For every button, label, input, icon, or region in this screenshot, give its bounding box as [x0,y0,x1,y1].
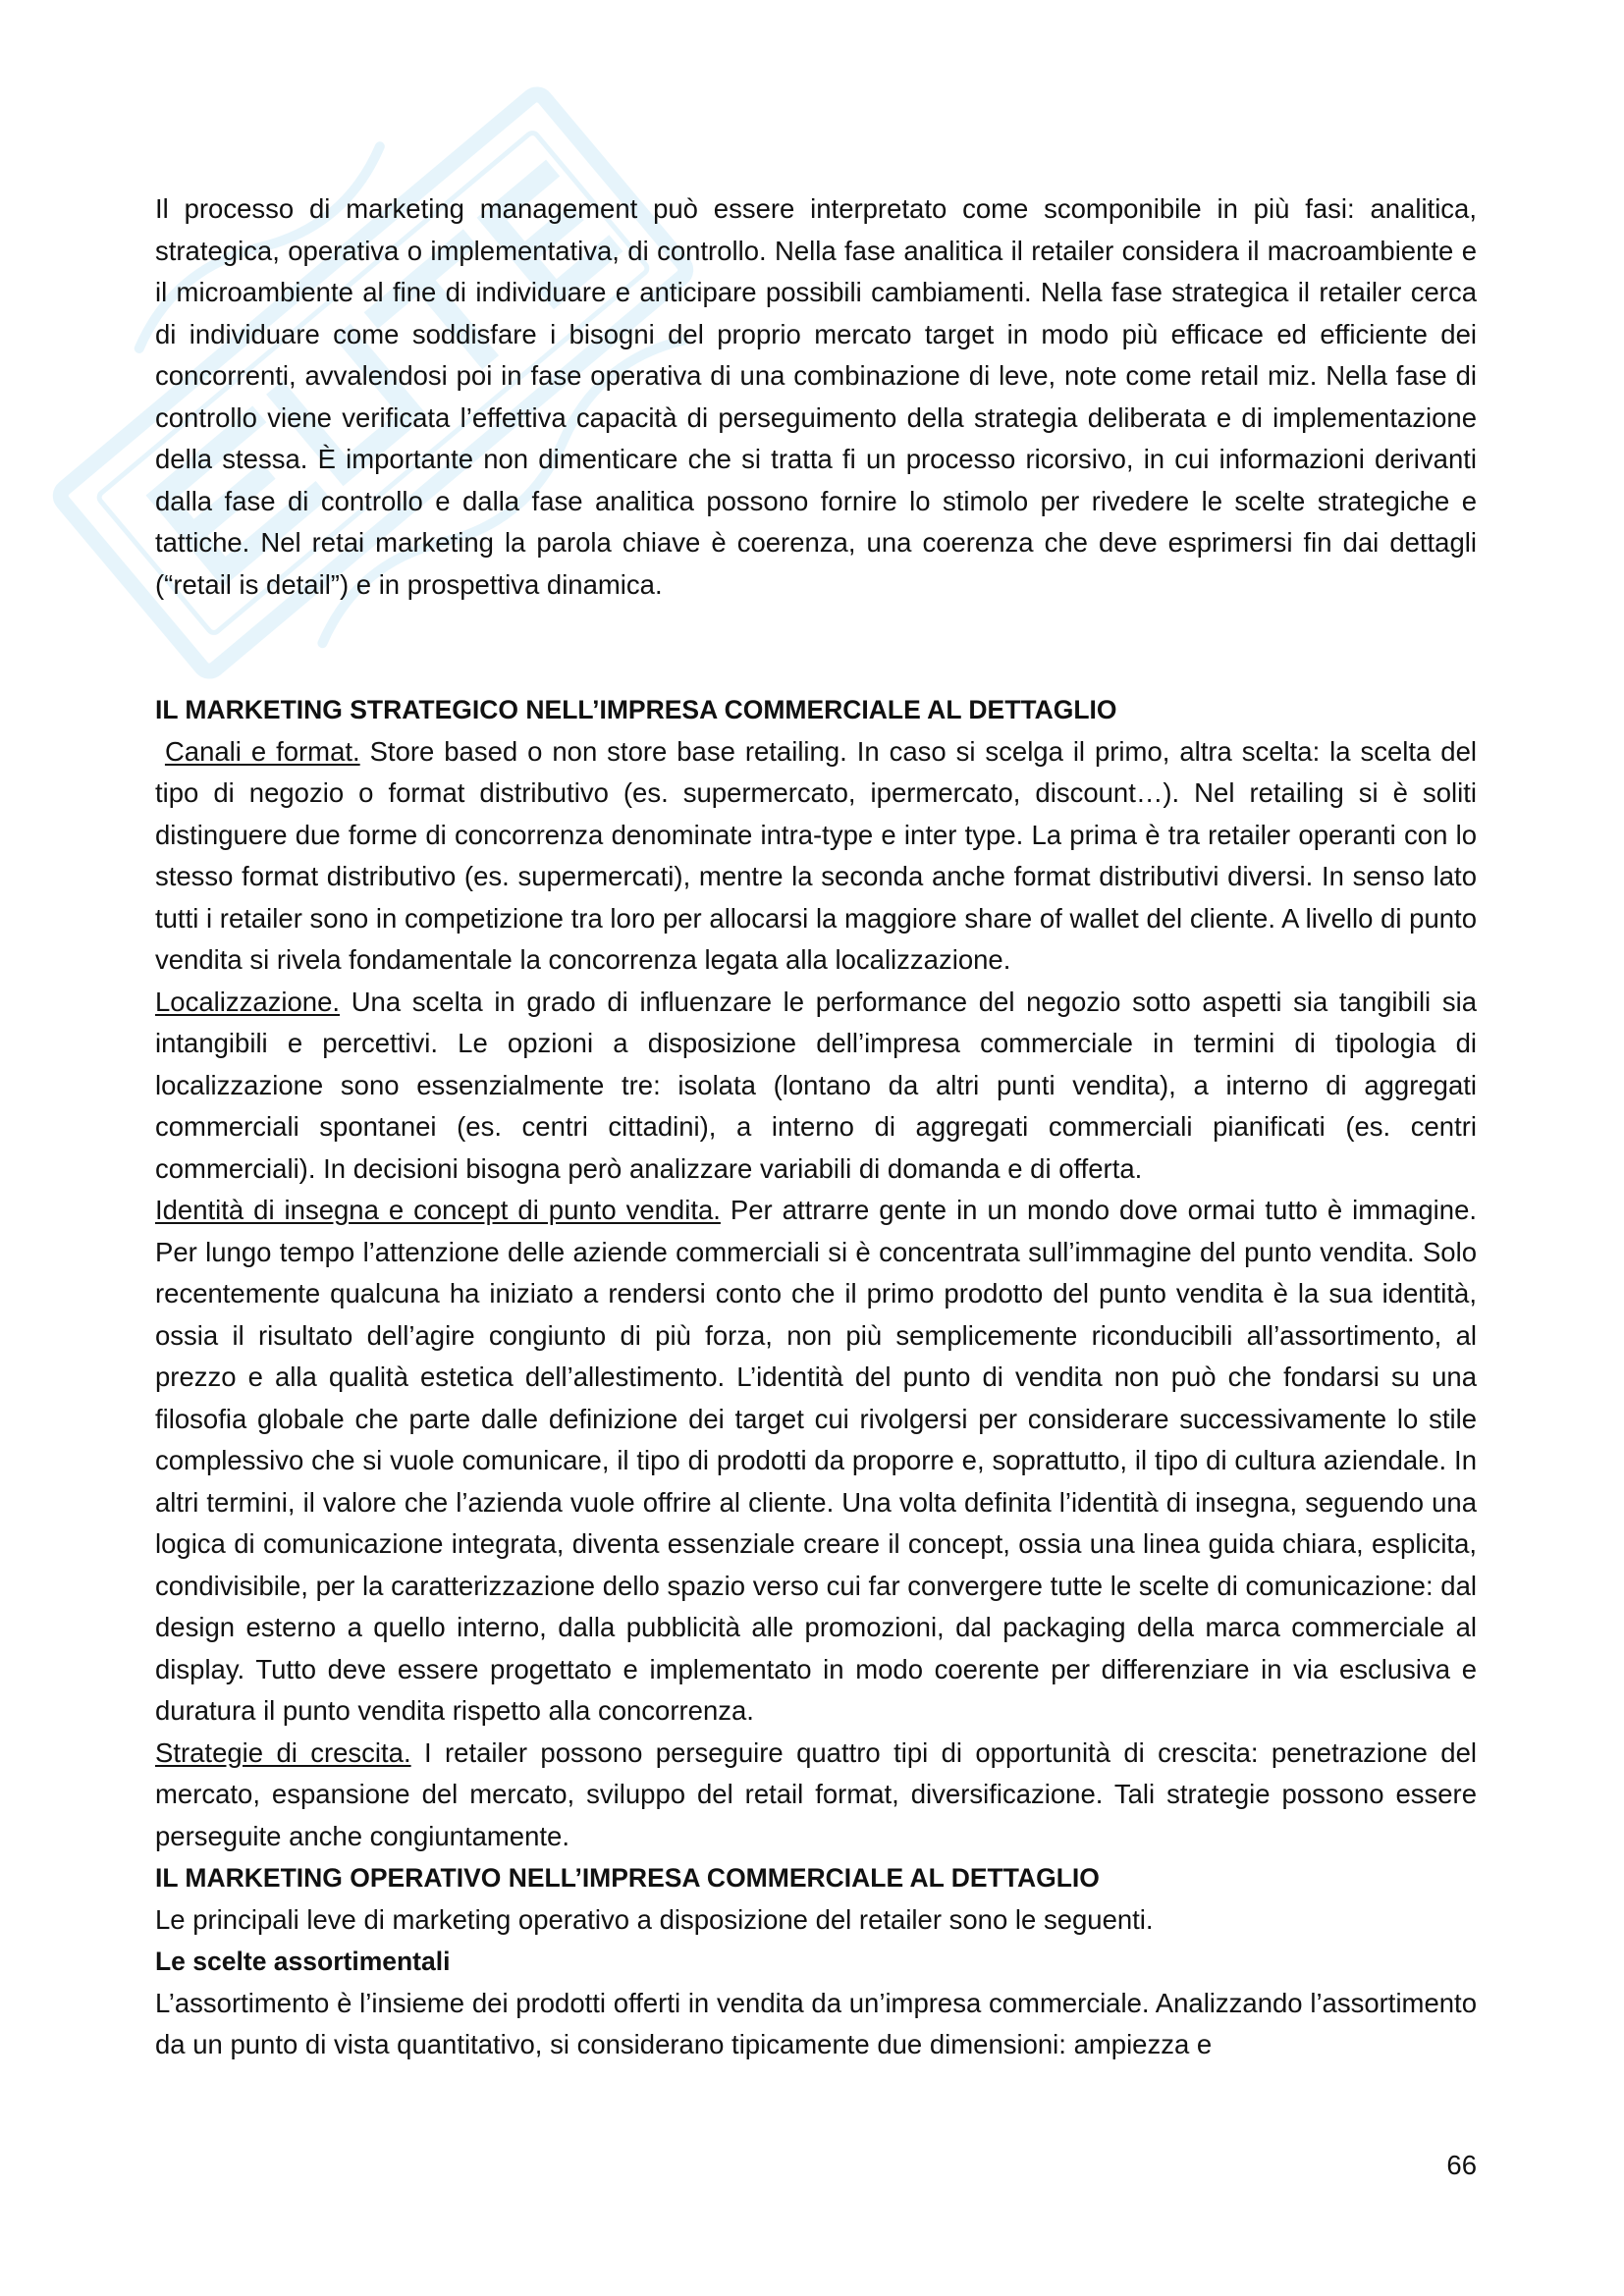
strategie-title: Strategie di crescita. [155,1736,411,1768]
section-spacer [155,606,1477,689]
identita-paragraph [155,1190,1477,1733]
page-number: 66 [1446,2150,1477,2180]
canali-text: Store based o non store base retailing. In caso si scelga il primo, altra scelta: la scelta del tipo di negozio o format distributivo (es. supermercato, ipermercato, discount…). Nel retailing si è soliti distinguere due forme di concorrenza denominate intra-type e inter type. La prima è tra retailer operanti con lo stesso format distributivo (es. supermercati), mentre la seconda anche format distributivi diversi. In senso lato tutti i retailer sono in competizione tra loro per allocarsi la maggiore share of wallet del cliente. A livello di punto vendita si rivela fondamentale la concorrenza legata alla localizzazione. [155,735,1477,975]
heading-marketing-operativo: IL MARKETING OPERATIVO NELL’IMPRESA COMMERCIALE AL DETTAGLIO [155,1863,1100,1893]
identita-text: Per attrarre gente in un mondo dove ormai tutto è immagine. Per lungo tempo l’attenzione delle aziende commerciali si è concentrata sull’immagine del punto vendita. Solo recentemente qualcuna ha iniziato a rendersi conto che il primo prodotto del punto vendita è la sua identità, ossia il risultato dell’agire congiunto di più forza, non più semplicemente riconducibili all’assortimento, al prezzo e alla qualità estetica dell’allestimento. L’identità del punto di vendita non può che fondarsi su una filosofia globale che parte dalle definizione dei target cui rivolgersi per considerare successivamente lo stile complessivo che si vuole comunicare, il tipo di prodotti da proporre e, soprattutto, il tipo di cultura aziendale. In altri termini, il valore che l’azienda vuole offrire al cliente. Una volta definita l’identità di insegna, seguendo una logica di comunicazione integrata, diventa essenziale creare il concept, ossia una linea guida chiara, esplicita, condivisibile, per la caratterizzazione dello spazio verso cui far convergere tutte le scelte di comunicazione: dal design esterno a quello interno, dalla pubblicità alle promozioni, dal packaging della marca commerciale al display. Tutto deve essere progettato e implementato in modo coerente per differenziare in via esclusiva e duratura il punto vendita rispetto alla concorrenza. [155,1195,1478,1726]
strategie-text: I retailer possono perseguire quattro tipi di opportunità di crescita: penetrazione del mercato, espansione del mercato, sviluppo del retail format, diversificazione. Tali strategie possono essere perseguite anche congiuntamente. [155,1736,1477,1851]
heading-scelte-assortimentali: Le scelte assortimentali [155,1947,451,1976]
strategie-paragraph [155,1733,1477,1858]
canali-title: Canali e format. [164,735,360,767]
operativo-intro-paragraph: Le principali leve di marketing operativo a disposizione del retailer sono le seguenti. [155,1903,1154,1935]
assortimento-paragraph: L’assortimento è l’insieme dei prodotti offerti in vendita da un’impresa commerciale. Analizzando l’assortimento da un punto di vista quantitativo, si considerano tipicamente due dimensioni: ampiezza e [155,1987,1477,2059]
localizzazione-title: Localizzazione. [155,986,341,1017]
page-body [155,188,1477,2066]
localizzazione-text: Una scelta in grado di influenzare le performance del negozio sotto aspetti sia tangibili sia intangibili e percettivi. Le opzioni a disposizione dell’impresa commerciale in termini di tipologia di localizzazione sono essenzialmente tre: isolata (lontano da altri punti vendita), a interno di aggregati commerciali spontanei (es. centri cittadini), a interno di aggregati commerciali pianificati (es. centri commerciali). In decisioni bisogna però analizzare variabili di domanda e di offerta. [155,986,1477,1184]
localizzazione-paragraph [155,982,1477,1191]
identita-title: Identità di insegna e concept di punto vendita. [155,1195,721,1225]
intro-paragraph: Il processo di marketing management può essere interpretato come scomponibile in più fasi: analitica, strategica, operativa o implementativa, di controllo. Nella fase analitica il retailer considera il macroambiente e il microambiente al fine di individuare e anticipare possibili cambiamenti. Nella fase strategica il retailer cerca di individuare come soddisfare i bisogni del proprio mercato target in modo più efficace ed efficiente dei concorrenti, avvalendosi poi in fase operativa di una combinazione di leve, note come retail miz. Nella fase di controllo viene verificata l’effettiva capacità di perseguimento della strategia deliberata e di implementazione della stessa. È importante non dimenticare che si tratta fi un processo ricorsivo, in cui informazioni derivanti dalla fase di controllo e dalla fase analitica possono fornire lo stimolo per rivedere le scelte strategiche e tattiche. Nel retai marketing la parola chiave è coerenza, una coerenza che deve esprimersi fin dai dettagli (“retail is detail”) e in prospettiva dinamica. [155,193,1477,600]
canali-paragraph [155,731,1477,982]
heading-marketing-strategico: IL MARKETING STRATEGICO NELL’IMPRESA COMMERCIALE AL DETTAGLIO [155,695,1117,724]
